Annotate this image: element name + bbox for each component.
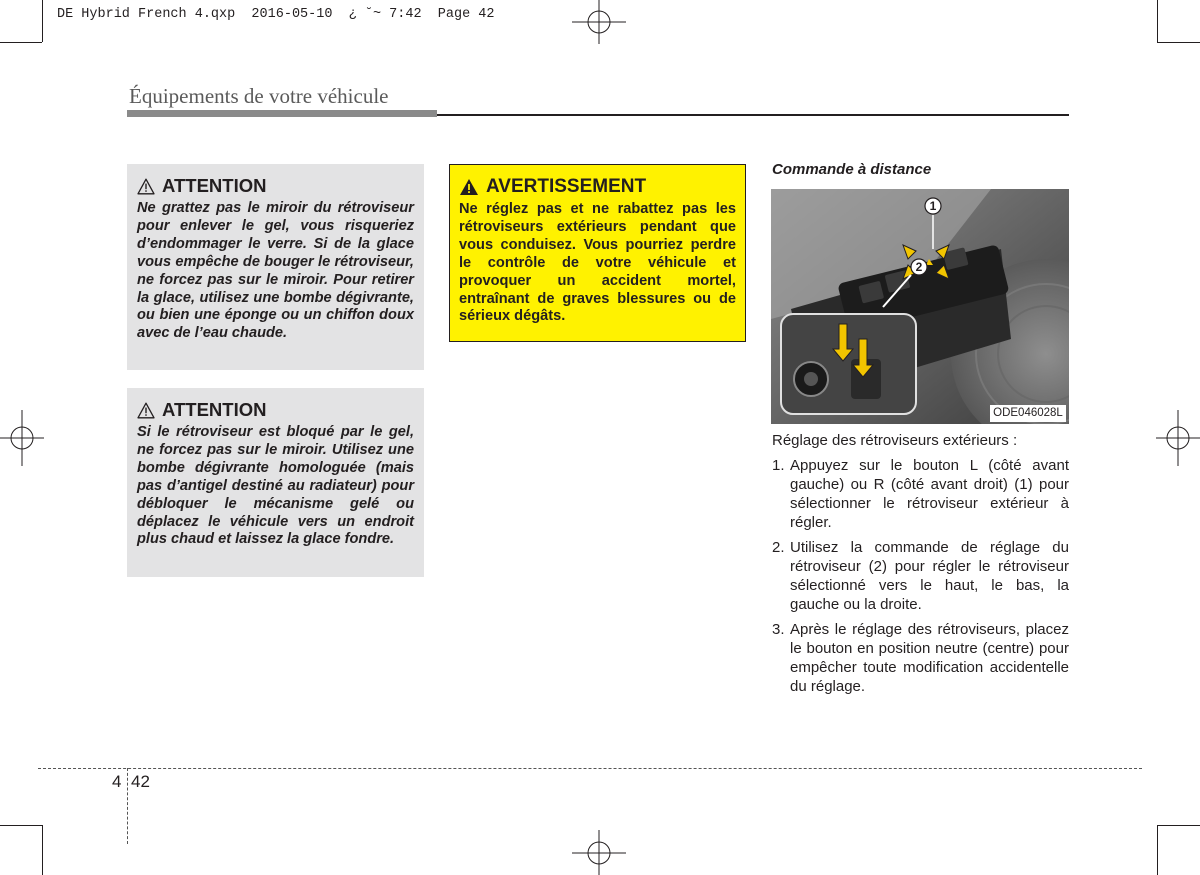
steps-list [772, 456, 1069, 702]
list-item [772, 538, 1069, 614]
crop-mark-bottom-right-v [1157, 825, 1158, 875]
list-item [772, 620, 1069, 696]
attention-heading-2 [137, 399, 414, 421]
registration-mark-bottom [572, 830, 626, 875]
attention-text-1: Ne grattez pas le miroir du rétroviseur pour enlever le gel, vous risqueriez d’endommager le verre. Si de la glace vous empêche de bouger le rétroviseur, ne forcez pas sur le miroir. Pour retirer la glace, utilisez une bombe dégivrante, ou bien une éponge ou un chiffon doux avec de l’eau chaude. [137, 200, 414, 342]
section-title: Équipements de votre véhicule [129, 84, 389, 108]
callout-2: 2 [915, 260, 923, 274]
step-text: Appuyez sur le bouton L (côté avant gauche) ou R (côté avant droit) (1) pour sélectionner le rétroviseur extérieur à régler. [790, 457, 1069, 531]
warning-heading [459, 176, 736, 198]
crop-mark-top-left-v [42, 0, 43, 42]
crop-mark-top-left-h [0, 42, 42, 43]
footer-divider [127, 768, 128, 844]
callout-1: 1 [929, 199, 937, 213]
warning-heading-label: AVERTISSEMENT [486, 176, 647, 197]
registration-mark-top [572, 0, 626, 44]
warning-triangle-icon [137, 402, 155, 419]
footer-rule [38, 768, 1142, 769]
registration-mark-right [1156, 410, 1200, 466]
attention-heading-label-1: ATTENTION [162, 175, 267, 196]
print-header: DE Hybrid French 4.qxp 2016-05-10 ¿ ˘~ 7:42 Page 42 [57, 7, 495, 22]
step-text: Utilisez la commande de réglage du rétroviseur (2) pour régler le rétroviseur sélectionné vers le haut, le bas, la gauche ou la droite. [790, 539, 1069, 613]
step-number: 2. [772, 539, 785, 556]
title-rule-thin [437, 114, 1069, 116]
figure-code: ODE046028L [990, 405, 1066, 422]
intro-text: Réglage des rétroviseurs extérieurs : [772, 432, 1018, 449]
attention-box-1 [127, 164, 424, 370]
warning-text: Ne réglez pas et ne rabattez pas les rétroviseurs extérieurs pendant que vous conduisez. Vous pourriez perdre le contrôle de votre véhicule et provoquer un accident mortel, entraînant de graves blessures ou de sérieux dégâts. [459, 201, 736, 325]
page-number: 42 [131, 772, 150, 791]
crop-mark-bottom-left-v [42, 825, 43, 875]
step-text: Après le réglage des rétroviseurs, placez le bouton en position neutre (centre) pour empêcher toute modification accidentelle du réglage. [790, 621, 1069, 695]
chapter-number: 4 [112, 772, 122, 791]
crop-mark-bottom-right-h [1157, 825, 1200, 826]
registration-mark-left [0, 410, 44, 466]
figure-caption: Commande à distance [772, 161, 932, 178]
crop-mark-top-right-h [1157, 42, 1200, 43]
crop-mark-bottom-left-h [0, 825, 42, 826]
step-number: 3. [772, 621, 785, 638]
title-rule-thick [127, 110, 437, 117]
attention-box-2 [127, 388, 424, 577]
attention-text-2: Si le rétroviseur est bloqué par le gel, ne forcez pas sur le miroir. Utilisez une bombe dégivrante homologuée (mais pas d’antigel destiné au radiateur) pour débloquer le mécanisme gelé ou déplacez le véhicule vers un endroit plus chaud et laissez la glace fondre. [137, 424, 414, 548]
crop-mark-top-right-v [1157, 0, 1158, 42]
list-item [772, 456, 1069, 532]
warning-box [449, 164, 746, 342]
warning-triangle-icon [459, 178, 479, 196]
attention-heading-label-2: ATTENTION [162, 399, 267, 420]
attention-heading-1 [137, 175, 414, 197]
step-number: 1. [772, 457, 785, 474]
mirror-control-photo [771, 189, 1069, 424]
warning-triangle-icon [137, 178, 155, 195]
